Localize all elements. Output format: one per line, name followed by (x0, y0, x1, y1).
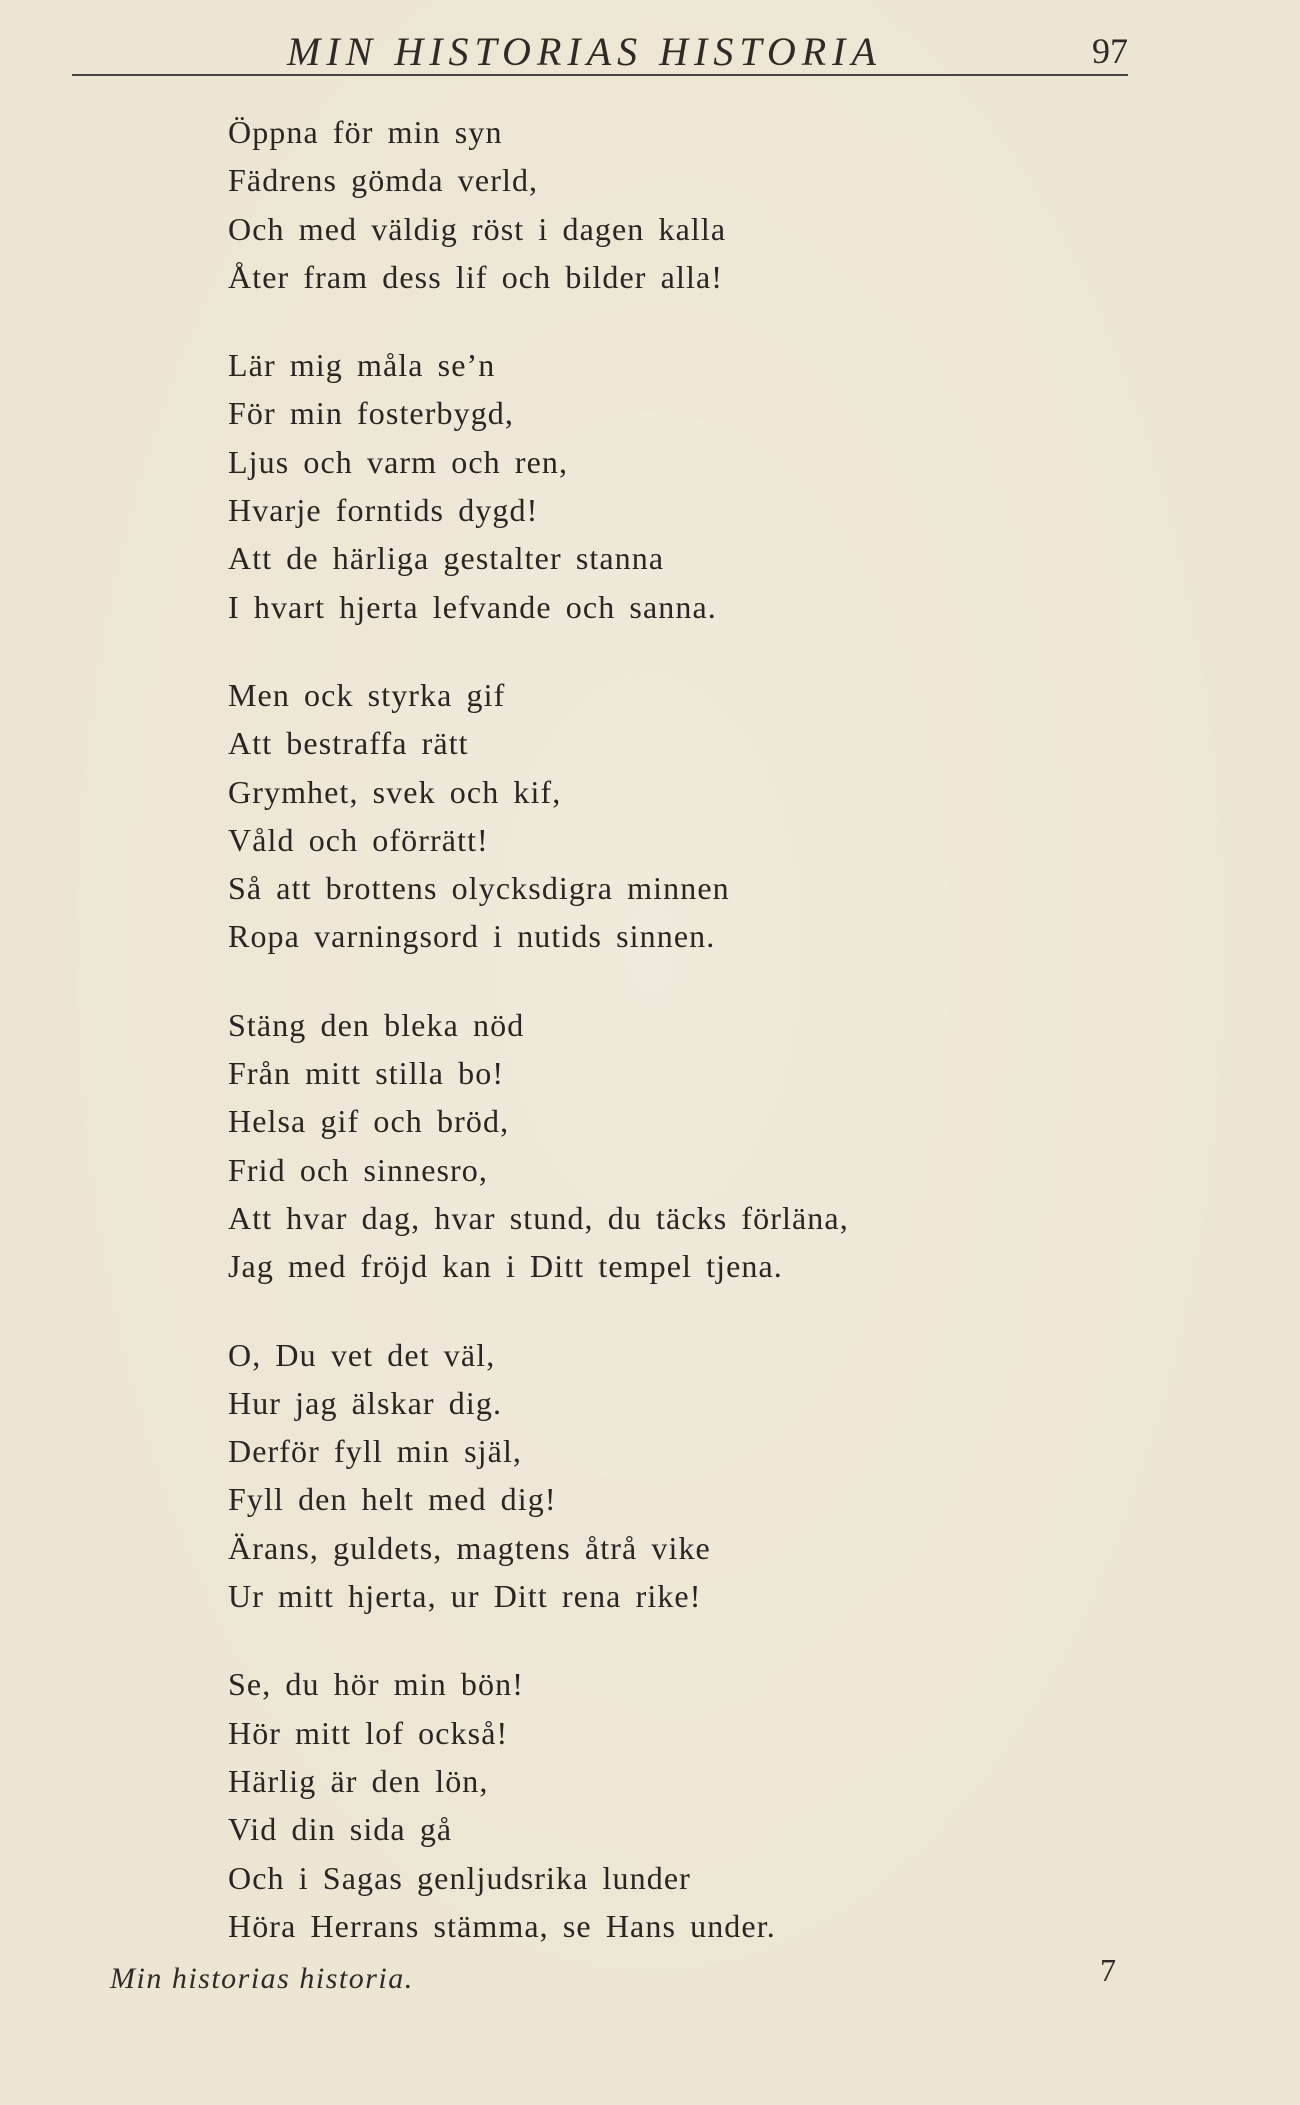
poem-line: Härlig är den lön, (228, 1762, 489, 1799)
poem-line: Helsa gif och bröd, (228, 1103, 510, 1140)
signature-line: Min historias historia. (110, 1962, 414, 1995)
poem-line: Stäng den bleka nöd (228, 1006, 525, 1043)
sheet-mark: 7 (1100, 1952, 1116, 1988)
poem-line: Vid din sida gå (228, 1811, 453, 1848)
poem-line: Åter fram dess lif och bilder alla! (228, 258, 723, 295)
stanza (228, 1660, 1128, 1950)
poem-line: Fädrens gömda verld, (228, 162, 539, 199)
poem-line: Att de härliga gestalter stanna (228, 540, 665, 577)
poem-line: Öppna för min syn (228, 114, 503, 150)
poem-line: I hvart hjerta lefvande och sanna. (228, 588, 717, 625)
poem-line: Frid och sinnesro, (228, 1151, 489, 1188)
poem-line: Jag med fröjd kan i Ditt tempel tjena. (228, 1248, 783, 1285)
poem (228, 108, 1128, 1990)
poem-line: Men ock styrka gif (228, 676, 506, 713)
poem-line: Derför fyll min själ, (228, 1433, 523, 1470)
poem-line: Hör mitt lof också! (228, 1714, 509, 1751)
poem-line: Höra Herrans stämma, se Hans under. (228, 1907, 776, 1944)
stanza (228, 108, 1128, 301)
poem-line: Ärans, guldets, magtens åtrå vike (228, 1529, 711, 1566)
poem-line: Att bestraffa rätt (228, 725, 469, 762)
poem-line: Hur jag älskar dig. (228, 1384, 503, 1421)
page-number: 97 (1092, 31, 1128, 71)
stanza (228, 1331, 1128, 1621)
poem-line: Ropa varningsord i nutids sinnen. (228, 918, 716, 955)
poem-line: Se, du hör min bön! (228, 1666, 524, 1703)
poem-line: Hvarje forntids dygd! (228, 492, 539, 529)
header-rule (72, 74, 1128, 76)
poem-line: Grymhet, svek och kif, (228, 773, 562, 810)
poem-line: Våld och oförrätt! (228, 821, 489, 858)
poem-line: Och i Sagas genljudsrika lunder (228, 1859, 691, 1896)
page-header (72, 22, 1128, 78)
stanza (228, 1001, 1128, 1291)
poem-line: Fyll den helt med dig! (228, 1481, 557, 1518)
poem-line: Från mitt stilla bo! (228, 1055, 505, 1092)
poem-line: Att hvar dag, hvar stund, du täcks förläna, (228, 1199, 849, 1236)
poem-line: O, Du vet det väl, (228, 1336, 496, 1373)
poem-line: Så att brottens olycksdigra minnen (228, 870, 730, 907)
running-title: MIN HISTORIAS HISTORIA (287, 29, 882, 74)
poem-line: För min fosterbygd, (228, 395, 514, 432)
poem-line: Lär mig måla se’n (228, 347, 496, 384)
stanza (228, 671, 1128, 961)
poem-line: Och med väldig röst i dagen kalla (228, 210, 727, 247)
poem-line: Ljus och varm och ren, (228, 443, 569, 480)
poem-line: Ur mitt hjerta, ur Ditt rena rike! (228, 1578, 702, 1615)
stanza (228, 341, 1128, 631)
page-footer (110, 1952, 1116, 2020)
